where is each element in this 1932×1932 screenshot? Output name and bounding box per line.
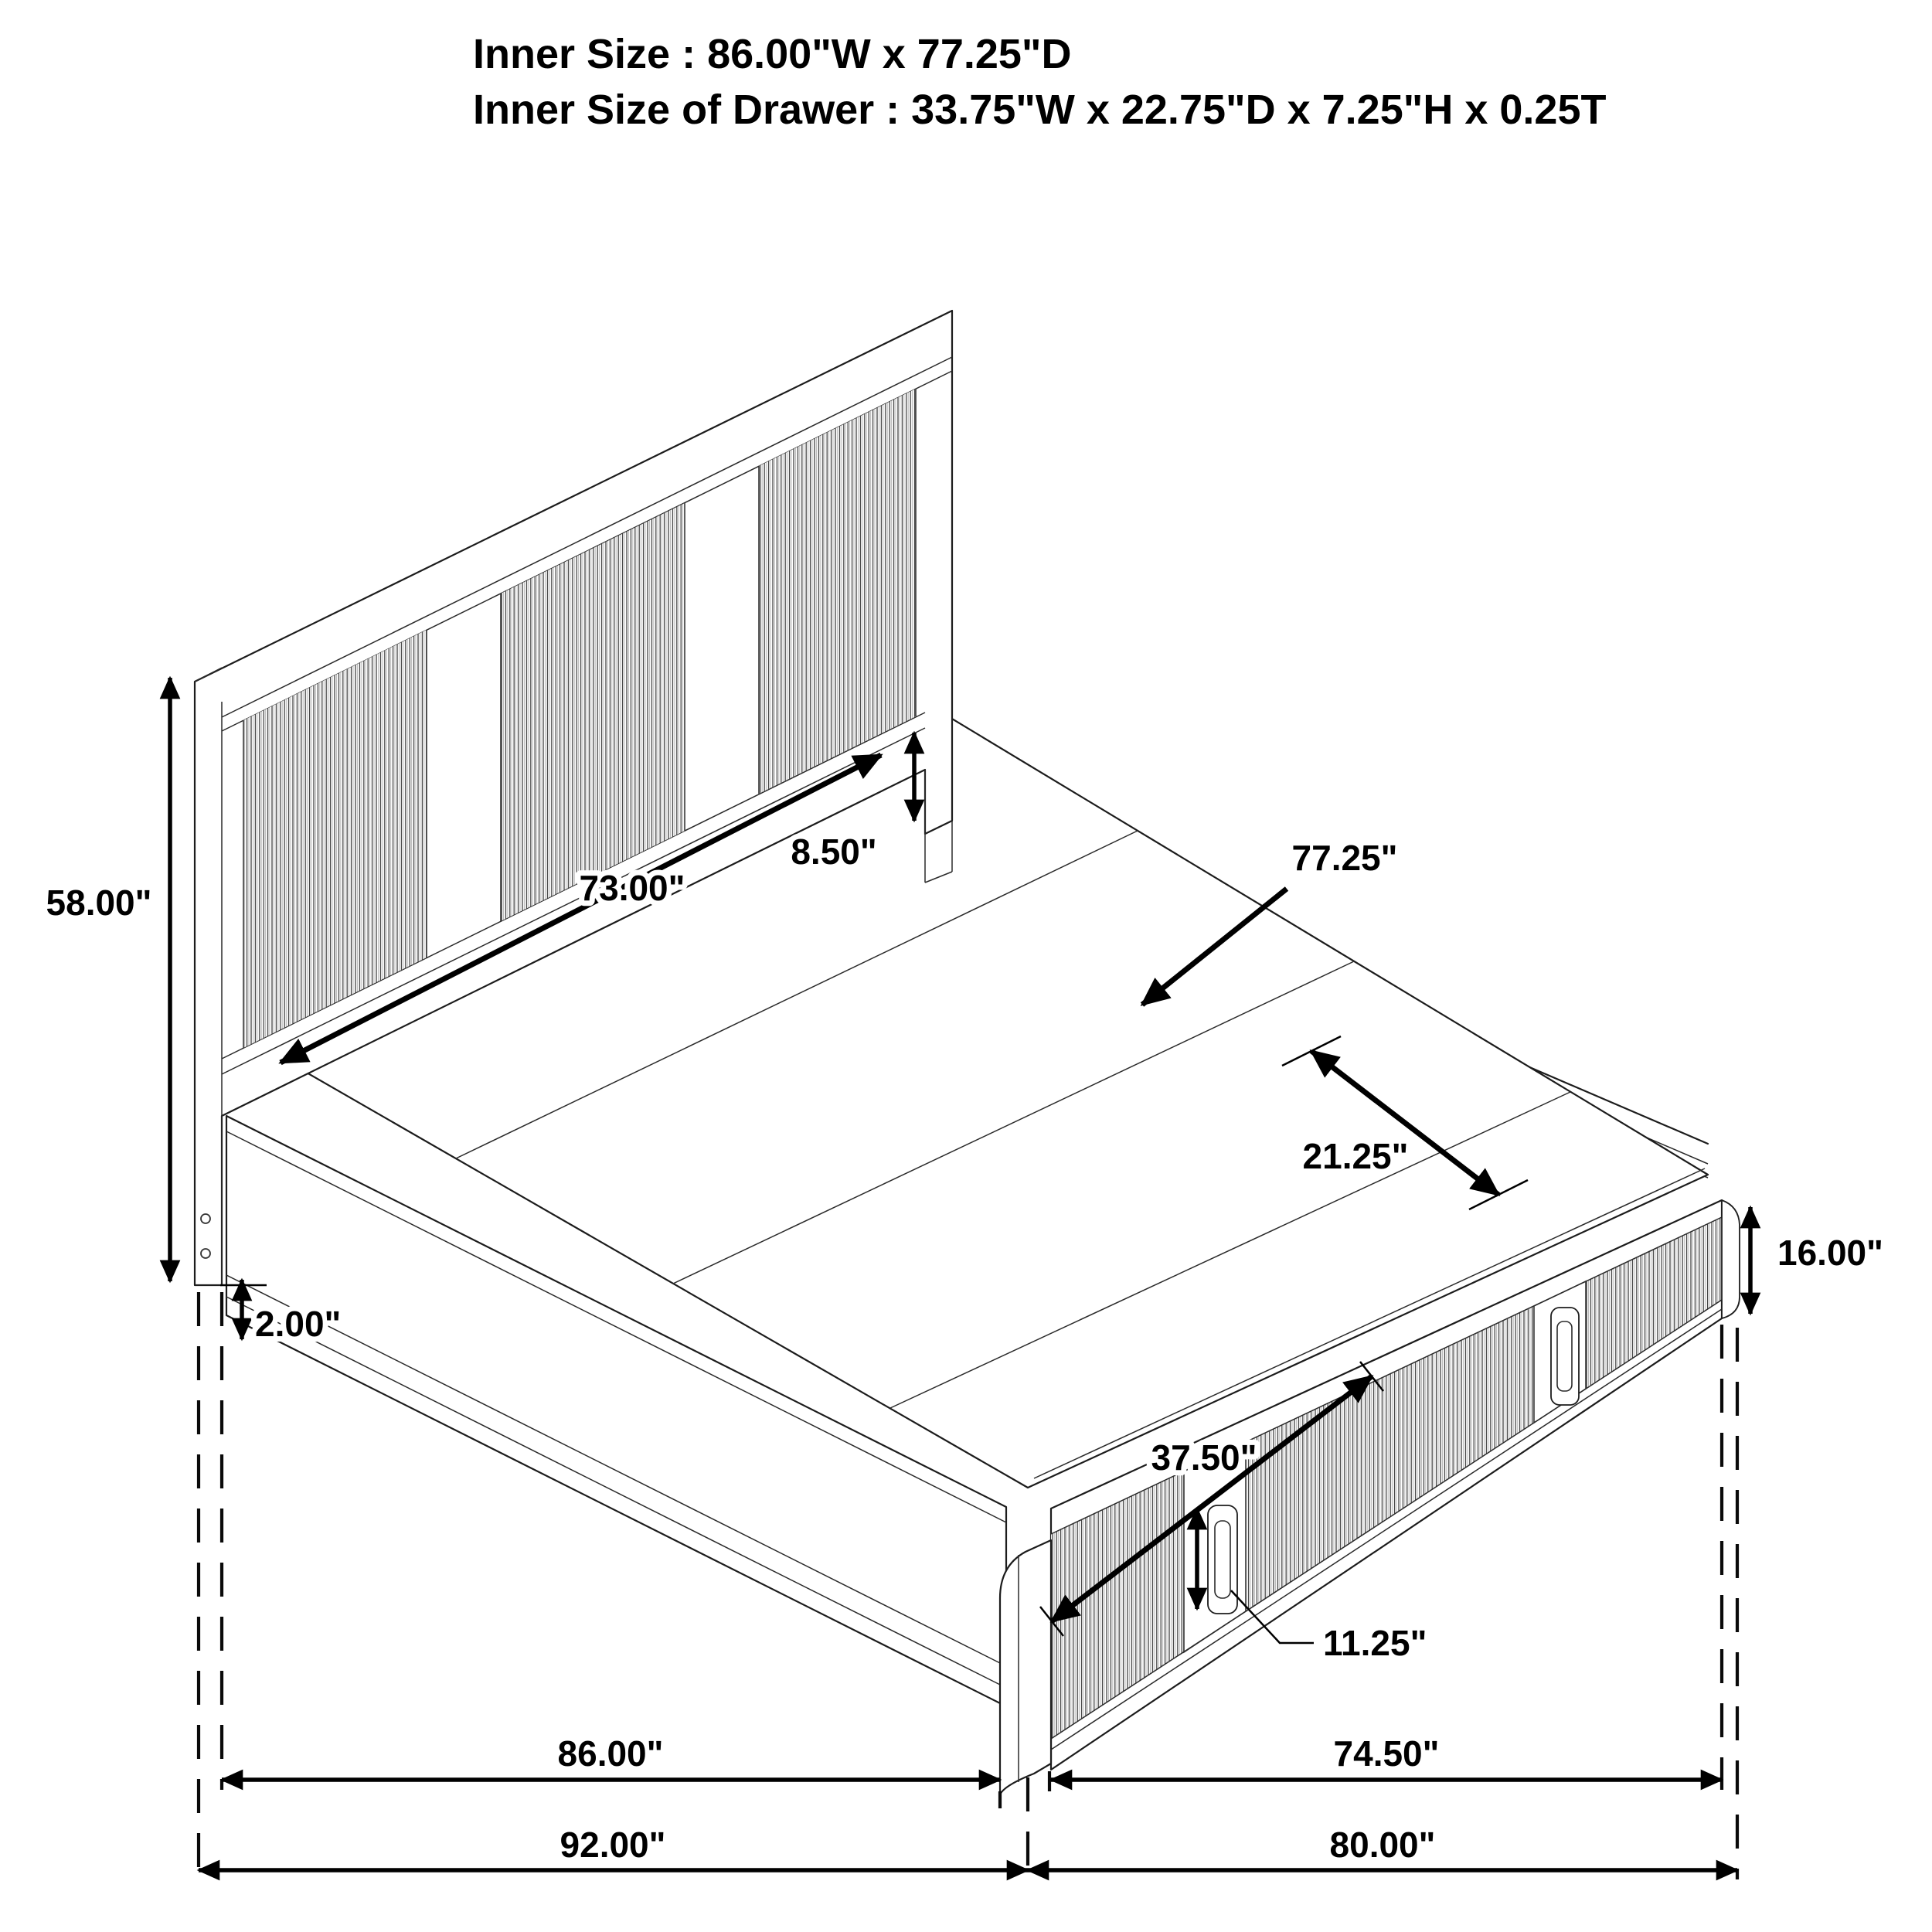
drawer-handle (1551, 1308, 1579, 1405)
title-inner-drawer-size: Inner Size of Drawer : 33.75"W x 22.75"D x 7.25"H x 0.25T (473, 87, 1607, 133)
dim-drawer-width: 37.50" (1151, 1437, 1257, 1478)
footboard-corner-post (1000, 1540, 1051, 1794)
dim-footboard-height: 16.00" (1777, 1233, 1883, 1273)
footboard-corner-post (1722, 1200, 1740, 1318)
dim-overall-width: 92.00" (560, 1825, 666, 1865)
title-inner-size: Inner Size : 86.00"W x 77.25"D (473, 31, 1072, 77)
dim-inner-depth: 77.25" (1291, 838, 1398, 878)
dim-headboard-height: 58.00" (46, 883, 152, 923)
dim-floor-clearance: 2.00" (255, 1304, 342, 1344)
dim-headboard-width: 73.00" (579, 868, 685, 908)
dim-overall-depth: 80.00" (1329, 1825, 1436, 1865)
dim-footboard-side: 74.50" (1333, 1733, 1440, 1774)
dim-rail-gap: 8.50" (791, 832, 877, 872)
dim-slat-spacing: 21.25" (1302, 1136, 1409, 1176)
drawer-handle (1208, 1505, 1237, 1614)
dim-drawer-height: 11.25" (1323, 1623, 1427, 1663)
dim-inner-width: 86.00" (557, 1733, 664, 1774)
